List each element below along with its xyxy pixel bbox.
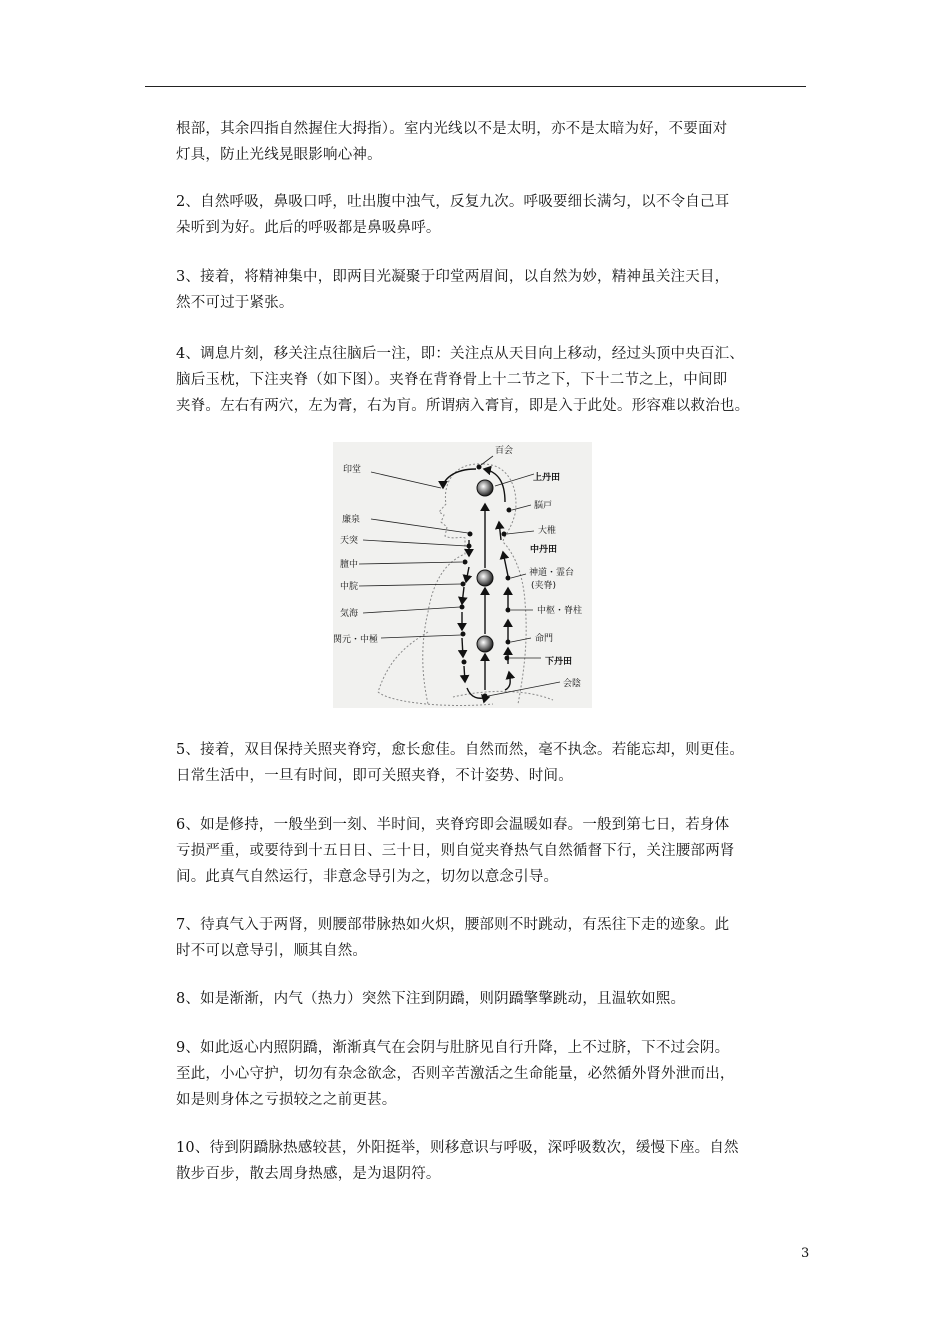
- body-outline: [378, 464, 553, 706]
- label-yintang: 印堂: [343, 465, 362, 475]
- upper-dantian-marker: [477, 480, 493, 496]
- label-naohu: 脳戸: [534, 501, 553, 511]
- paragraph-7: 7、待真气入于两肾，则腰部带脉热如火炽，腰部则不时跳动，有炁往下走的迹象。此 时不可以意导引，顺其自然。: [176, 917, 730, 959]
- label-qihai: 気海: [340, 609, 359, 619]
- lower-dantian-marker: [477, 636, 493, 652]
- label-shendao: 神道・霊台: [529, 568, 575, 578]
- paragraph-5: 5、接着，双目保持关照夹脊窍，愈长愈佳。自然而然，毫不执念。若能忘却，则更佳。 日常生活中，一旦有时间，即可关照夹脊，不计姿势、时间。: [176, 742, 745, 784]
- label-huiyin: 会陰: [563, 679, 582, 689]
- label-danzhong: 膻中: [340, 560, 359, 570]
- paragraph-3: 3、接着，将精神集中，即两目光凝聚于印堂两眉间，以自然为妙，精神虽关注天目， 然不可过于紧张。: [176, 269, 730, 311]
- label-zhongshu: 中枢・脊柱: [537, 606, 583, 616]
- label-shang-dantian: 上丹田: [533, 473, 561, 483]
- label-zhongwan: 中脘: [340, 582, 359, 592]
- label-dazhui: 大椎: [538, 526, 557, 536]
- paragraph-2: 2、自然呼吸，鼻吸口呼，吐出腹中浊气，反复九次。呼吸要细长满匀，以不令自己耳 朵听到为好。此后的呼吸都是鼻吸鼻呼。: [176, 194, 730, 236]
- label-tiantu: 天突: [340, 536, 359, 546]
- label-xia-dantian: 下丹田: [545, 657, 573, 667]
- label-lianquan: 廉泉: [342, 515, 361, 525]
- paragraph-1: 根部，其余四指自然握住大拇指）。室内光线以不是太明，亦不是太暗为好，不要面对 灯具，防止光线晃眼影响心神。: [176, 121, 728, 163]
- paragraph-10: 10、待到阴蹻脉热感较甚，外阳挺举，则移意识与呼吸，深呼吸数次，缓慢下座。自然 散步百步，散去周身热感，是为退阴符。: [176, 1140, 739, 1182]
- label-jiaji: (夹脊): [531, 581, 557, 591]
- label-baihui: 百会: [495, 446, 514, 456]
- paragraph-4: 4、调息片刻，移关注点往脑后一注，即：关注点从天目向上移动，经过头顶中央百汇、 脑后玉枕，下注夹脊（如下图）。夹脊在背脊骨上十二节之下，下十二节之上，中间即 夹脊。左右有两穴，左为膏，右为肓。所谓病入膏肓，即是入于此处。形容难以救治也。: [176, 346, 750, 414]
- header-rule: [145, 86, 806, 87]
- meridian-diagram: [333, 442, 592, 708]
- paragraph-9: 9、如此返心内照阴蹻，渐渐真气在会阴与肚脐见自行升降，上不过脐，下不过会阴。 至此，小心守护，切勿有杂念欲念，否则辛苦激活之生命能量，必然循外肾外泄而出， 如是则身体之亏损较之之前更甚。: [176, 1040, 735, 1108]
- middle-dantian-marker: [477, 570, 493, 586]
- label-zhong-dantian: 中丹田: [530, 545, 558, 555]
- page-number: 3: [801, 1246, 810, 1261]
- paragraph-8: 8、如是渐渐，内气（热力）突然下注到阴蹻，则阴蹻擎擎跳动，且温软如煕。: [176, 991, 686, 1007]
- paragraph-6: 6、如是修持，一般坐到一刻、半时间，夹脊窍即会温暖如春。一般到第七日，若身体 亏损严重，或要待到十五日日、三十日，则自觉夹脊热气自然循督下行，关注腰部两肾 间。此真气自然运行，非意念导引为之，切勿以意念引导。: [176, 817, 735, 885]
- label-mingmen: 命門: [535, 634, 554, 644]
- label-guanyuan: 関元・中極: [333, 635, 379, 645]
